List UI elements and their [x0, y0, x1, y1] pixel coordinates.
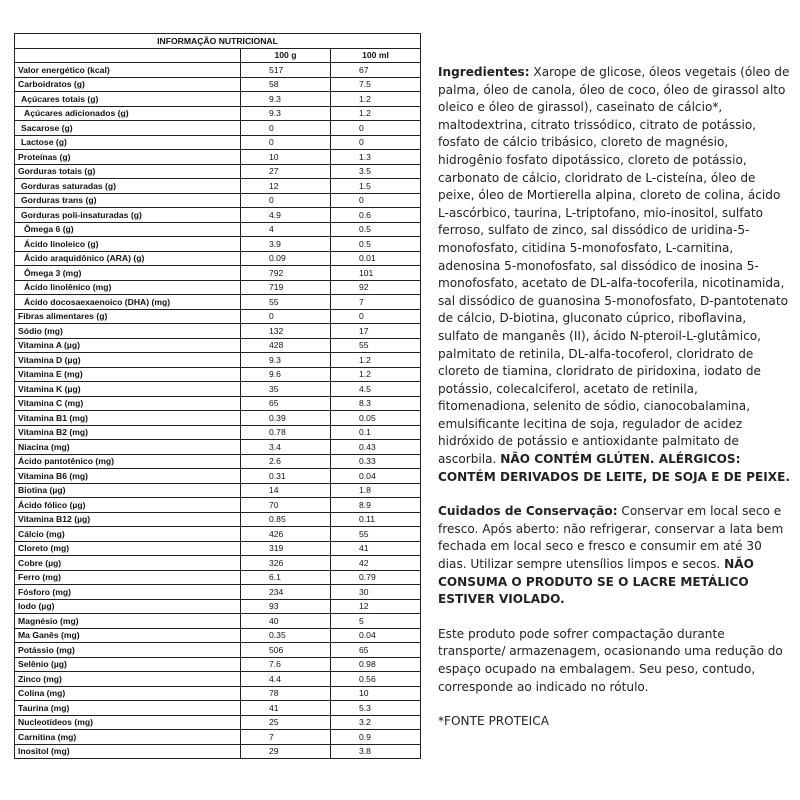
allergen-warning: NÃO CONTÉM GLÚTEN. ALÉRGICOS: CONTÉM DERIVADOS DE LEITE, DE SOJA E DE PEIXE.	[438, 452, 790, 484]
nutrient-name: Iodo (µg)	[15, 599, 241, 614]
value-100ml: 0.5	[331, 237, 421, 252]
value-100ml: 7	[331, 295, 421, 310]
table-row	[15, 440, 421, 455]
value-100g: 0	[241, 121, 331, 136]
nutrient-name: Gorduras totais (g)	[15, 164, 241, 179]
table-row	[15, 730, 421, 745]
nutrient-name: Inositol (mg)	[15, 744, 241, 759]
value-100ml: 5.3	[331, 701, 421, 716]
value-100g: 78	[241, 686, 331, 701]
nutrient-name: Zinco (mg)	[15, 672, 241, 687]
table-row	[15, 106, 421, 121]
product-info	[438, 64, 790, 748]
footnote: *FONTE PROTEICA	[438, 714, 549, 729]
value-100ml: 12	[331, 599, 421, 614]
value-100g: 326	[241, 556, 331, 571]
value-100ml: 65	[331, 643, 421, 658]
header-col-100g: 100 g	[241, 48, 331, 63]
table-row	[15, 556, 421, 571]
value-100g: 517	[241, 63, 331, 78]
value-100g: 70	[241, 498, 331, 513]
nutrient-name: Carboidratos (g)	[15, 77, 241, 92]
ingredients-text: Xarope de glicose, óleos vegetais (óleo de palma, óleo de canola, óleo de coco, óleo de girassol alto oleico e óleo de girassol), caseinato de cálcio*, maltodextrina, citrato trissódico, citrato de potássio, fosfato de cálcio tribásico, cloreto de magnésio, hidrogênio fosfato dipotássico, cloreto de potássio, carbonato de cálcio, cloridrato de L-cisteína, óleo de peixe, óleo de Mortierella alpina, cloreto de colina, ácido L-ascórbico, taurina, L-triptofano, mio-inositol, sulfato ferroso, sulfato de zinco, sal dissódico de uridina-5-monofosfato, citidina 5-monofosfato, L-carnitina, adenosina 5-monofosfato, sal dissódico de inosina 5-monofosfato, acetato de DL-alfa-tocoferila, nicotinamida, sal dissódico de guanosina 5-monofosfato, D-pantotenato de cálcio, D-biotina, gluconato cúprico, riboflavina, sulfato de manganês (II), ácido N-pteroil-L-glutâmico, palmitato de retinila, DL-alfa-tocoferol, cloridrato de cloreto de tiamina, cloridrato de piridoxina, iodato de potássio, colecalciferol, acetato de retinila, fitomenadiona, selenito de sódio, cianocobalamina, emulsificante lecitina de soja, regulador de acidez hidróxido de potássio e antioxidante palmitato de ascorbila.	[438, 65, 790, 467]
table-row	[15, 237, 421, 252]
value-100g: 132	[241, 324, 331, 339]
table-row	[15, 585, 421, 600]
nutrient-name: Biotina (µg)	[15, 483, 241, 498]
value-100ml: 3.5	[331, 164, 421, 179]
value-100g: 4	[241, 222, 331, 237]
nutrient-name: Ácido pantotênico (mg)	[15, 454, 241, 469]
value-100ml: 3.2	[331, 715, 421, 730]
value-100ml: 1.5	[331, 179, 421, 194]
value-100ml: 0	[331, 135, 421, 150]
value-100ml: 10	[331, 686, 421, 701]
nutrient-name: Açúcares totais (g)	[15, 92, 241, 107]
value-100g: 10	[241, 150, 331, 165]
nutrient-name: Fósforo (mg)	[15, 585, 241, 600]
value-100ml: 0	[331, 309, 421, 324]
nutrient-name: Vitamina A (µg)	[15, 338, 241, 353]
table-row	[15, 193, 421, 208]
value-100g: 4.4	[241, 672, 331, 687]
table-row	[15, 135, 421, 150]
table-row	[15, 251, 421, 266]
value-100ml: 67	[331, 63, 421, 78]
table-row	[15, 266, 421, 281]
value-100g: 9.3	[241, 92, 331, 107]
value-100ml: 8.3	[331, 396, 421, 411]
nutrient-name: Ômega 6 (g)	[15, 222, 241, 237]
table-row	[15, 454, 421, 469]
nutrient-name: Gorduras trans (g)	[15, 193, 241, 208]
value-100g: 4.9	[241, 208, 331, 223]
ingredients-section	[438, 64, 790, 486]
value-100ml: 55	[331, 338, 421, 353]
table-row	[15, 338, 421, 353]
table-title: INFORMAÇÃO NUTRICIONAL	[15, 34, 421, 49]
value-100ml: 1.2	[331, 367, 421, 382]
value-100ml: 3.8	[331, 744, 421, 759]
value-100g: 319	[241, 541, 331, 556]
nutrient-name: Cloreto (mg)	[15, 541, 241, 556]
value-100g: 9.6	[241, 367, 331, 382]
value-100g: 35	[241, 382, 331, 397]
value-100ml: 0.98	[331, 657, 421, 672]
value-100g: 0	[241, 135, 331, 150]
table-row	[15, 164, 421, 179]
table-row	[15, 382, 421, 397]
value-100ml: 101	[331, 266, 421, 281]
nutrient-name: Ácido linolênico (mg)	[15, 280, 241, 295]
value-100ml: 41	[331, 541, 421, 556]
value-100g: 426	[241, 527, 331, 542]
nutrient-name: Vitamina E (mg)	[15, 367, 241, 382]
table-row	[15, 570, 421, 585]
table-header-row	[15, 48, 421, 63]
value-100ml: 4.5	[331, 382, 421, 397]
table-row	[15, 657, 421, 672]
seal-warning: NÃO CONSUMA O PRODUTO SE O LACRE METÁLICO ESTIVER VIOLADO.	[438, 557, 754, 607]
table-row	[15, 469, 421, 484]
table-row	[15, 324, 421, 339]
value-100ml: 1.3	[331, 150, 421, 165]
nutrient-name: Niacina (mg)	[15, 440, 241, 455]
table-row	[15, 599, 421, 614]
value-100g: 14	[241, 483, 331, 498]
table-row	[15, 425, 421, 440]
table-row	[15, 527, 421, 542]
value-100g: 792	[241, 266, 331, 281]
value-100ml: 30	[331, 585, 421, 600]
value-100ml: 42	[331, 556, 421, 571]
value-100g: 12	[241, 179, 331, 194]
value-100ml: 0	[331, 121, 421, 136]
value-100ml: 8.9	[331, 498, 421, 513]
value-100g: 0.85	[241, 512, 331, 527]
value-100ml: 0.43	[331, 440, 421, 455]
value-100g: 0.31	[241, 469, 331, 484]
nutrient-name: Valor energético (kcal)	[15, 63, 241, 78]
nutrient-name: Proteínas (g)	[15, 150, 241, 165]
conservation-label: Cuidados de Conservação:	[438, 504, 618, 519]
nutrient-name: Açúcares adicionados (g)	[15, 106, 241, 121]
nutrient-name: Ácido docosaexaenoico (DHA) (mg)	[15, 295, 241, 310]
value-100ml: 1.2	[331, 106, 421, 121]
value-100ml: 0.5	[331, 222, 421, 237]
value-100ml: 92	[331, 280, 421, 295]
value-100ml: 0.33	[331, 454, 421, 469]
nutrient-name: Vitamina B1 (mg)	[15, 411, 241, 426]
conservation-text: Conservar em local seco e fresco. Após aberto: não refrigerar, conservar a lata bem fechada em local seco e fresco e consumir em até 30 dias. Utilizar sempre utensílios limpos e secos.	[438, 504, 784, 572]
value-100g: 0.35	[241, 628, 331, 643]
value-100ml: 0.01	[331, 251, 421, 266]
value-100ml: 0.6	[331, 208, 421, 223]
value-100g: 3.4	[241, 440, 331, 455]
nutrient-name: Vitamina D (µg)	[15, 353, 241, 368]
value-100ml: 0.9	[331, 730, 421, 745]
table-row	[15, 367, 421, 382]
value-100g: 506	[241, 643, 331, 658]
nutrient-name: Sacarose (g)	[15, 121, 241, 136]
nutrient-name: Colina (mg)	[15, 686, 241, 701]
value-100ml: 7.5	[331, 77, 421, 92]
table-row	[15, 208, 421, 223]
value-100ml: 55	[331, 527, 421, 542]
nutrient-name: Selênio (µg)	[15, 657, 241, 672]
nutrient-name: Magnésio (mg)	[15, 614, 241, 629]
table-row	[15, 77, 421, 92]
value-100ml: 0.11	[331, 512, 421, 527]
value-100g: 0.39	[241, 411, 331, 426]
value-100g: 29	[241, 744, 331, 759]
value-100g: 9.3	[241, 106, 331, 121]
value-100ml: 5	[331, 614, 421, 629]
ingredients-label: Ingredientes:	[438, 65, 530, 79]
table-row	[15, 280, 421, 295]
value-100g: 3.9	[241, 237, 331, 252]
value-100g: 58	[241, 77, 331, 92]
nutrient-name: Ácido fólico (µg)	[15, 498, 241, 513]
nutrient-name: Gorduras poli-insaturadas (g)	[15, 208, 241, 223]
value-100g: 93	[241, 599, 331, 614]
value-100ml: 1.8	[331, 483, 421, 498]
nutrient-name: Ferro (mg)	[15, 570, 241, 585]
table-row	[15, 222, 421, 237]
value-100g: 9.3	[241, 353, 331, 368]
table-row	[15, 179, 421, 194]
nutrient-name: Nucleotídeos (mg)	[15, 715, 241, 730]
table-row	[15, 121, 421, 136]
value-100ml: 0.79	[331, 570, 421, 585]
nutrient-name: Gorduras saturadas (g)	[15, 179, 241, 194]
value-100g: 6.1	[241, 570, 331, 585]
table-row	[15, 411, 421, 426]
nutrient-name: Ma Ganês (mg)	[15, 628, 241, 643]
value-100ml: 17	[331, 324, 421, 339]
nutrient-name: Vitamina B2 (mg)	[15, 425, 241, 440]
nutrient-name: Vitamina B12 (µg)	[15, 512, 241, 527]
value-100g: 65	[241, 396, 331, 411]
nutrient-name: Carnitina (mg)	[15, 730, 241, 745]
value-100g: 40	[241, 614, 331, 629]
table-row	[15, 63, 421, 78]
table-row	[15, 483, 421, 498]
value-100g: 0.09	[241, 251, 331, 266]
value-100g: 41	[241, 701, 331, 716]
value-100g: 7	[241, 730, 331, 745]
value-100g: 0.78	[241, 425, 331, 440]
table-row	[15, 396, 421, 411]
value-100g: 55	[241, 295, 331, 310]
value-100ml: 0	[331, 193, 421, 208]
value-100g: 719	[241, 280, 331, 295]
table-row	[15, 643, 421, 658]
table-row	[15, 309, 421, 324]
value-100g: 25	[241, 715, 331, 730]
conservation-section	[438, 503, 790, 609]
value-100ml: 0.04	[331, 628, 421, 643]
nutrient-name: Ômega 3 (mg)	[15, 266, 241, 281]
nutrient-name: Vitamina C (mg)	[15, 396, 241, 411]
value-100g: 2.6	[241, 454, 331, 469]
nutrient-name: Vitamina B6 (mg)	[15, 469, 241, 484]
table-row	[15, 686, 421, 701]
value-100g: 7.6	[241, 657, 331, 672]
table-row	[15, 628, 421, 643]
table-row	[15, 498, 421, 513]
compaction-note: Este produto pode sofrer compactação durante transporte/ armazenagem, ocasionando uma redução do espaço ocupado na embalagem. Seu peso, contudo, corresponde ao indicado no rótulo.	[438, 626, 783, 694]
table-row	[15, 672, 421, 687]
nutrient-name: Sódio (mg)	[15, 324, 241, 339]
table-row	[15, 150, 421, 165]
value-100ml: 0.05	[331, 411, 421, 426]
table-row	[15, 715, 421, 730]
nutrient-name: Cobre (µg)	[15, 556, 241, 571]
nutrient-name: Ácido linoleico (g)	[15, 237, 241, 252]
table-row	[15, 541, 421, 556]
value-100ml: 1.2	[331, 92, 421, 107]
value-100ml: 1.2	[331, 353, 421, 368]
value-100g: 0	[241, 309, 331, 324]
nutrient-name: Cálcio (mg)	[15, 527, 241, 542]
value-100ml: 0.04	[331, 469, 421, 484]
nutrient-name: Lactose (g)	[15, 135, 241, 150]
header-col-100ml: 100 ml	[331, 48, 421, 63]
value-100ml: 0.56	[331, 672, 421, 687]
table-row	[15, 614, 421, 629]
value-100g: 27	[241, 164, 331, 179]
nutrient-name: Taurina (mg)	[15, 701, 241, 716]
table-row	[15, 92, 421, 107]
table-row	[15, 744, 421, 759]
table-row	[15, 512, 421, 527]
table-title-row	[15, 34, 421, 49]
table-row	[15, 295, 421, 310]
header-empty-cell	[15, 48, 241, 63]
nutrient-name: Fibras alimentares (g)	[15, 309, 241, 324]
value-100g: 0	[241, 193, 331, 208]
value-100g: 234	[241, 585, 331, 600]
nutrition-table	[14, 33, 421, 759]
nutrient-name: Potássio (mg)	[15, 643, 241, 658]
nutrient-name: Vitamina K (µg)	[15, 382, 241, 397]
nutrient-name: Ácido araquidônico (ARA) (g)	[15, 251, 241, 266]
value-100g: 428	[241, 338, 331, 353]
table-row	[15, 701, 421, 716]
table-row	[15, 353, 421, 368]
value-100ml: 0.1	[331, 425, 421, 440]
